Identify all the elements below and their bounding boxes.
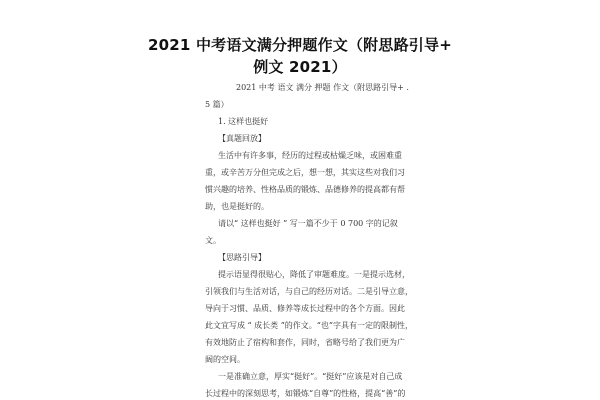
prompt-line: 文。 bbox=[205, 236, 221, 245]
prompt-line: 生活中有许多事，经历的过程或枯燥乏味，或困难重 bbox=[218, 151, 402, 160]
intro-line-1: 2021 中考 语文 满分 押题 作文（附思路引导+ . bbox=[236, 83, 409, 92]
guide-line: 引领我们与生活对话，与自己的经历对话。二是引导立意， bbox=[205, 287, 413, 296]
prompt-line: 重，或辛苦万分但完成之后，想一想，其实这些对我们习 bbox=[205, 168, 405, 177]
guide-line: 阔的空间。 bbox=[205, 355, 245, 364]
document-title-line-2: 例文 2021） bbox=[253, 58, 347, 76]
prompt-line: 惯兴趣的培养、性格品质的锻炼、品德修养的提高都有帮 bbox=[205, 185, 405, 194]
section-heading: 1. 这样也挺好 bbox=[218, 117, 269, 126]
intro-line-2: 5 篇） bbox=[205, 100, 229, 109]
guide-line: 此文宜写成 “ 成长类 ”的作文。“也”字具有一定的限制性， bbox=[205, 321, 413, 330]
prompt-label: 【真题回放】 bbox=[218, 134, 266, 143]
prompt-line: 助，也是挺好的。 bbox=[205, 202, 269, 211]
guide-line: 导向于习惯、品质、修养等成长过程中的各个方面。因此 bbox=[205, 304, 405, 313]
prompt-line: 请以“ 这样也挺好 ” 写一篇不少于 0 700 字的记叙 bbox=[218, 219, 398, 228]
document-title-line-1: 2021 中考语文满分押题作文（附思路引导+ bbox=[148, 36, 452, 54]
guide-line: 有效地防止了宿构和套作，同时，省略号给了我们更为广 bbox=[205, 338, 405, 347]
guide-label: 【思路引导】 bbox=[218, 253, 266, 262]
guide-line: 长过程中的深刻思考，如锻炼“自尊”的性格，提高“善”的 bbox=[205, 389, 406, 398]
guide-line: 提示语显得很贴心，降低了审题难度。一是提示选材， bbox=[218, 270, 410, 279]
guide-line: 一是准确立意，厚实“挺好”。“挺好”应该是对自己成 bbox=[218, 372, 403, 381]
